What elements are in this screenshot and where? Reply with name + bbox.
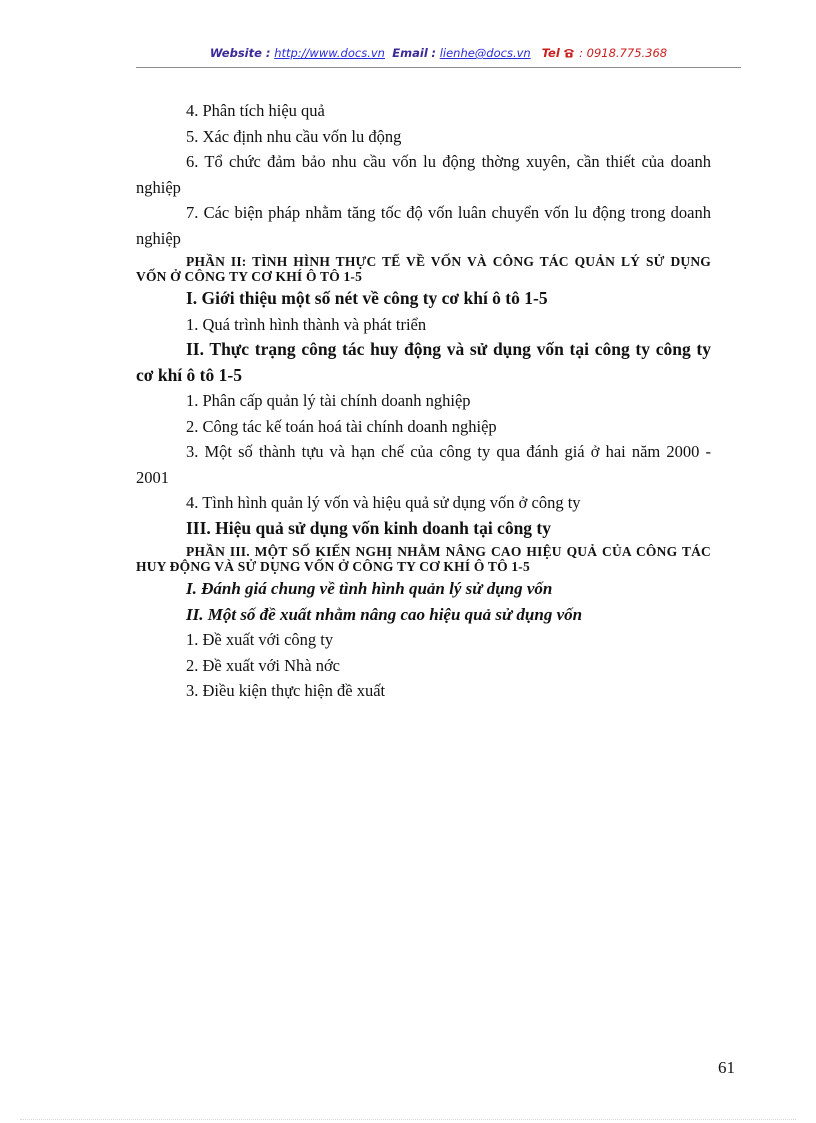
email-separator: : (431, 46, 437, 60)
toc-line: 4. Phân tích hiệu quả (186, 101, 325, 120)
subsection-heading: I. Giới thiệu một số nét về công ty cơ khí ô tô 1-5 (186, 288, 548, 308)
page-number: 61 (718, 1058, 735, 1077)
toc-line: 2. Đề xuất với Nhà nớc (186, 655, 340, 675)
section-heading: PHẦN III. MỘT SỐ KIẾN NGHỊ NHẰM NÂNG CAO HIỆU QUẢ CỦA CÔNG TÁC HUY ĐỘNG VÀ SỬ DỤNG VỐN Ở CÔNG TY CƠ KHÍ Ô TÔ 1-5 (136, 544, 711, 574)
subsection-heading: II. Thực trạng công tác huy động và sử dụng vốn tại công ty công ty cơ khí ô tô 1-5 (136, 339, 711, 385)
phone-number: : 0918.775.368 (579, 46, 668, 60)
toc-line: 6. Tổ chức đảm bảo nhu cầu vốn lu động thờng xuyên, cần thiết của doanh nghiệp (136, 152, 711, 197)
email-link[interactable]: lienhe@docs.vn (439, 46, 531, 60)
toc-line: 1. Đề xuất với công ty (186, 630, 334, 649)
document-body (136, 98, 711, 704)
tel-label: Tel (541, 46, 560, 60)
subsection-heading: II. Một số đề xuất nhằm nâng cao hiệu quả sử dụng vốn (186, 604, 583, 624)
website-link[interactable]: http://www.docs.vn (274, 46, 385, 60)
toc-line: 7. Các biện pháp nhằm tăng tốc độ vốn luân chuyển vốn lu động trong doanh nghiệp (136, 203, 711, 248)
phone-icon (563, 47, 575, 61)
toc-line: 4. Tình hình quản lý vốn và hiệu quả sử dụng vốn ở công ty (186, 493, 581, 512)
page-header (136, 46, 741, 61)
website-label: Website : (209, 46, 271, 60)
header-divider (136, 67, 741, 68)
toc-line: 1. Quá trình hình thành và phát triển (186, 314, 427, 334)
toc-line: 3. Điều kiện thực hiện đề xuất (186, 681, 386, 700)
toc-line: 1. Phân cấp quản lý tài chính doanh nghiệp (186, 391, 471, 410)
section-heading: PHẦN II: TÌNH HÌNH THỰC TẾ VỀ VỐN VÀ CÔNG TÁC QUẢN LÝ SỬ DỤNG VỐN Ở CÔNG TY CƠ KHÍ Ô TÔ 1-5 (136, 254, 711, 284)
toc-line: 2. Công tác kế toán hoá tài chính doanh nghiệp (186, 416, 497, 436)
page-bottom-border (20, 1119, 796, 1120)
toc-line: 5. Xác định nhu cầu vốn lu động (186, 126, 402, 146)
subsection-heading: I. Đánh giá chung về tình hình quản lý sử dụng vốn (186, 579, 553, 598)
toc-line: 3. Một số thành tựu và hạn chế của công ty qua đánh giá ở hai năm 2000 - 2001 (136, 442, 711, 487)
email-label: Email (392, 46, 428, 60)
subsection-heading: III. Hiệu quả sử dụng vốn kinh doanh tại công ty (186, 517, 552, 538)
